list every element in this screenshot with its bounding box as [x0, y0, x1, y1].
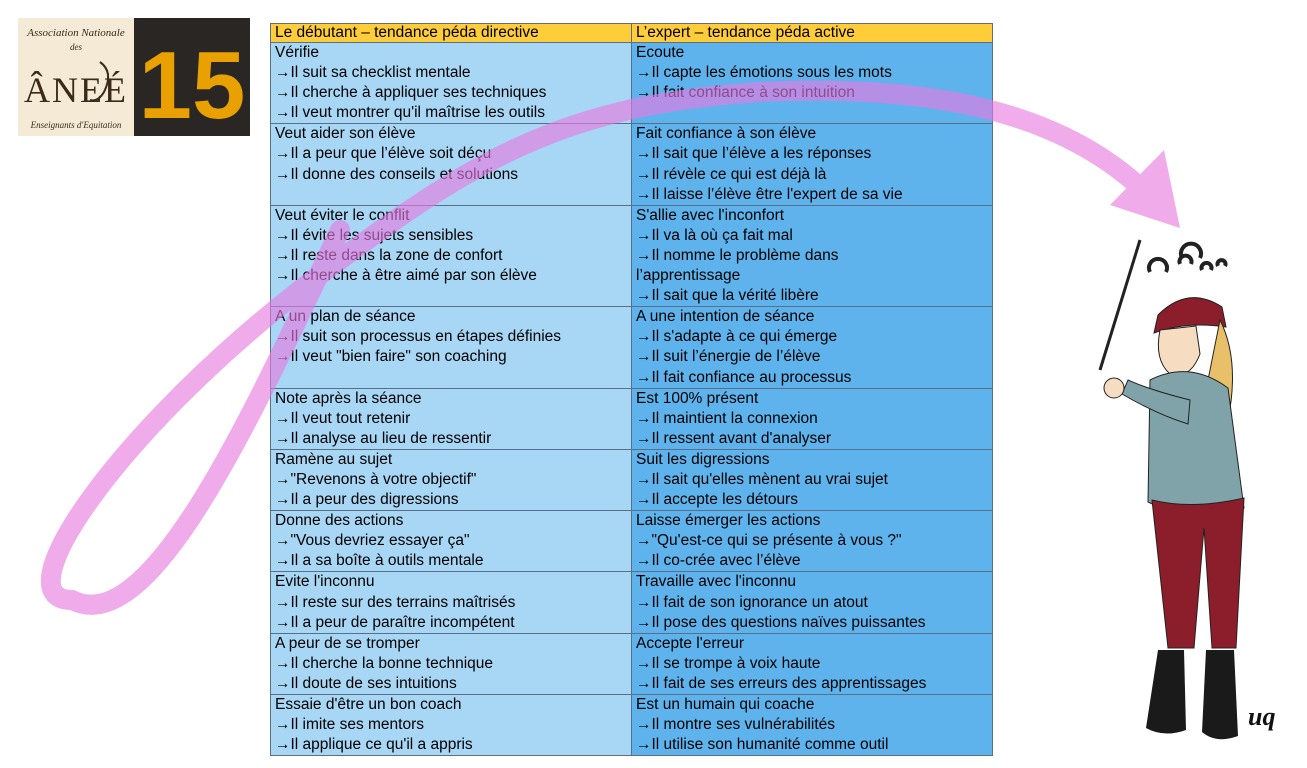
cell-line: →Il suit son processus en étapes définies: [275, 328, 562, 346]
cell-line: →Il a peur que l’élève soit déçu: [275, 145, 492, 163]
cell-line: →Il cherche à être aimé par son élève: [275, 267, 537, 285]
cell-heading: S'allie avec l'inconfort: [636, 206, 785, 224]
cell-line: →Il suit l’énergie de l’élève: [636, 348, 821, 366]
beginner-cell: [271, 511, 632, 572]
beginner-cell: [271, 124, 632, 205]
cell-line: →Il pose des questions naïves puissantes: [636, 613, 926, 631]
expert-cell: [632, 572, 993, 633]
cell-heading: Fait confiance à son élève: [636, 125, 817, 143]
rider-illustration: [1040, 220, 1290, 760]
logo-acronym: ÂNEÉ: [24, 70, 128, 110]
table-row: [271, 205, 993, 306]
cell-line: →Il a peur de paraître incompétent: [275, 613, 515, 631]
cell-heading: Donne des actions: [275, 512, 404, 530]
header-expert: L’expert – tendance péda active: [632, 24, 993, 43]
table-header-row: [271, 24, 993, 43]
logo-anee-15: [18, 18, 250, 136]
logo-number: 15: [138, 32, 246, 136]
cell-line: →Il suit sa checklist mentale: [275, 64, 471, 82]
cell-heading: Accepte l'erreur: [636, 634, 745, 652]
cell-line: →Il imite ses mentors: [275, 716, 425, 734]
cell-heading: Vérifie: [275, 44, 319, 61]
cell-heading: Evite l'inconnu: [275, 573, 375, 591]
cell-heading: Note après la séance: [275, 389, 422, 407]
cell-line: →Il veut "bien faire" son coaching: [275, 348, 507, 366]
header-beginner: Le débutant – tendance péda directive: [271, 24, 632, 43]
expert-cell: [632, 449, 993, 510]
expert-cell: [632, 511, 993, 572]
cell-line: →Il fait de son ignorance un atout: [636, 593, 868, 611]
cell-line: →Il utilise son humanité comme outil: [636, 736, 889, 754]
cell-line: →Il cherche la bonne technique: [275, 654, 494, 672]
cell-line: →Il doute de ses intuitions: [275, 674, 457, 692]
cell-line: →Il sait que la vérité libère: [636, 287, 819, 305]
cell-line: →Il accepte les détours: [636, 491, 798, 509]
cell-line: →Il sait qu'elles mènent au vrai sujet: [636, 470, 888, 488]
cell-line: →Il capte les émotions sous les mots: [636, 64, 892, 82]
logo-line2: des: [70, 42, 82, 52]
cell-line: →Il co-crée avec l’élève: [636, 552, 801, 570]
cell-heading: Veut éviter le conflit: [275, 206, 410, 224]
cell-line: →Il donne des conseils et solutions: [275, 165, 518, 183]
beginner-cell: [271, 388, 632, 449]
artist-signature: uq: [1248, 702, 1276, 731]
cell-heading: A un plan de séance: [275, 308, 416, 326]
expert-cell: [632, 205, 993, 306]
cell-heading: Laisse émerger les actions: [636, 512, 821, 530]
cell-line: →Il révèle ce qui est déjà là: [636, 165, 827, 183]
table-body: [271, 43, 993, 756]
beginner-cell: [271, 695, 632, 756]
table-row: [271, 695, 993, 756]
beginner-cell: [271, 307, 632, 388]
expert-cell: [632, 695, 993, 756]
cell-line: →Il fait confiance au processus: [636, 368, 852, 386]
cell-heading: Veut aider son élève: [275, 125, 416, 143]
cell-line: →Il a sa boîte à outils mentale: [275, 552, 484, 570]
expert-cell: [632, 388, 993, 449]
cell-line: →"Qu'est-ce qui se présente à vous ?": [636, 532, 902, 550]
cell-heading: Est un humain qui coache: [636, 696, 815, 713]
beginner-cell: [271, 633, 632, 694]
table-row: [271, 511, 993, 572]
cell-line: →Il reste dans la zone de confort: [275, 246, 503, 264]
beginner-cell: [271, 205, 632, 306]
cell-heading: Essaie d'être un bon coach: [275, 696, 462, 713]
cell-line: →"Vous devriez essayer ça": [275, 532, 470, 550]
cell-line: →Il évite les sujets sensibles: [275, 226, 474, 244]
cell-line: →Il cherche à appliquer ses techniques: [275, 84, 547, 102]
comparison-table: [270, 23, 993, 756]
cell-heading: Travaille avec l'inconnu: [636, 573, 797, 591]
cell-heading: Ramène au sujet: [275, 450, 393, 468]
cell-line: →Il analyse au lieu de ressentir: [275, 429, 492, 447]
cell-line: →Il applique ce qu'il a appris: [275, 736, 473, 754]
cell-line: →Il va là où ça fait mal: [636, 226, 793, 244]
cell-line: →Il veut montrer qu'il maîtrise les outils: [275, 104, 545, 122]
cell-line: →Il laisse l’élève être l'expert de sa vie: [636, 185, 903, 203]
cell-line: →Il fait de ses erreurs des apprentissages: [636, 674, 927, 692]
expert-cell: [632, 124, 993, 205]
cell-line: →Il ressent avant d'analyser: [636, 429, 832, 447]
cell-line: →Il montre ses vulnérabilités: [636, 716, 835, 734]
cell-line: →Il fait confiance à son intuition: [636, 84, 855, 102]
cell-line: →"Revenons à votre objectif": [275, 470, 477, 488]
cell-heading: A une intention de séance: [636, 308, 815, 326]
cell-heading: A peur de se tromper: [275, 634, 420, 652]
expert-cell: [632, 43, 993, 124]
table-row: [271, 572, 993, 633]
cell-line: →Il nomme le problème dans: [636, 246, 839, 264]
table-row: [271, 449, 993, 510]
cell-heading: Est 100% présent: [636, 389, 759, 407]
expert-cell: [632, 633, 993, 694]
logo-line3: Enseignants d'Equitation: [30, 120, 122, 130]
cell-line: →Il s'adapte à ce qui émerge: [636, 328, 838, 346]
beginner-cell: [271, 572, 632, 633]
table-row: [271, 124, 993, 205]
cell-line: →Il sait que l’élève a les réponses: [636, 145, 872, 163]
cell-heading: Ecoute: [636, 44, 685, 61]
expert-cell: [632, 307, 993, 388]
cell-line: l’apprentissage: [636, 267, 741, 285]
table-row: [271, 633, 993, 694]
cell-line: →Il maintient la connexion: [636, 409, 818, 427]
cell-line: →Il a peur des digressions: [275, 491, 459, 509]
cell-heading: Suit les digressions: [636, 450, 770, 468]
cell-line: →Il se trompe à voix haute: [636, 654, 821, 672]
horseshoe-icon: [1149, 244, 1226, 272]
cell-line: →Il reste sur des terrains maîtrisés: [275, 593, 516, 611]
cell-line: →Il veut tout retenir: [275, 409, 411, 427]
logo-line1: Association Nationale: [27, 27, 125, 39]
beginner-cell: [271, 43, 632, 124]
beginner-cell: [271, 449, 632, 510]
table-row: [271, 307, 993, 388]
table-row: [271, 388, 993, 449]
table-row: [271, 43, 993, 124]
